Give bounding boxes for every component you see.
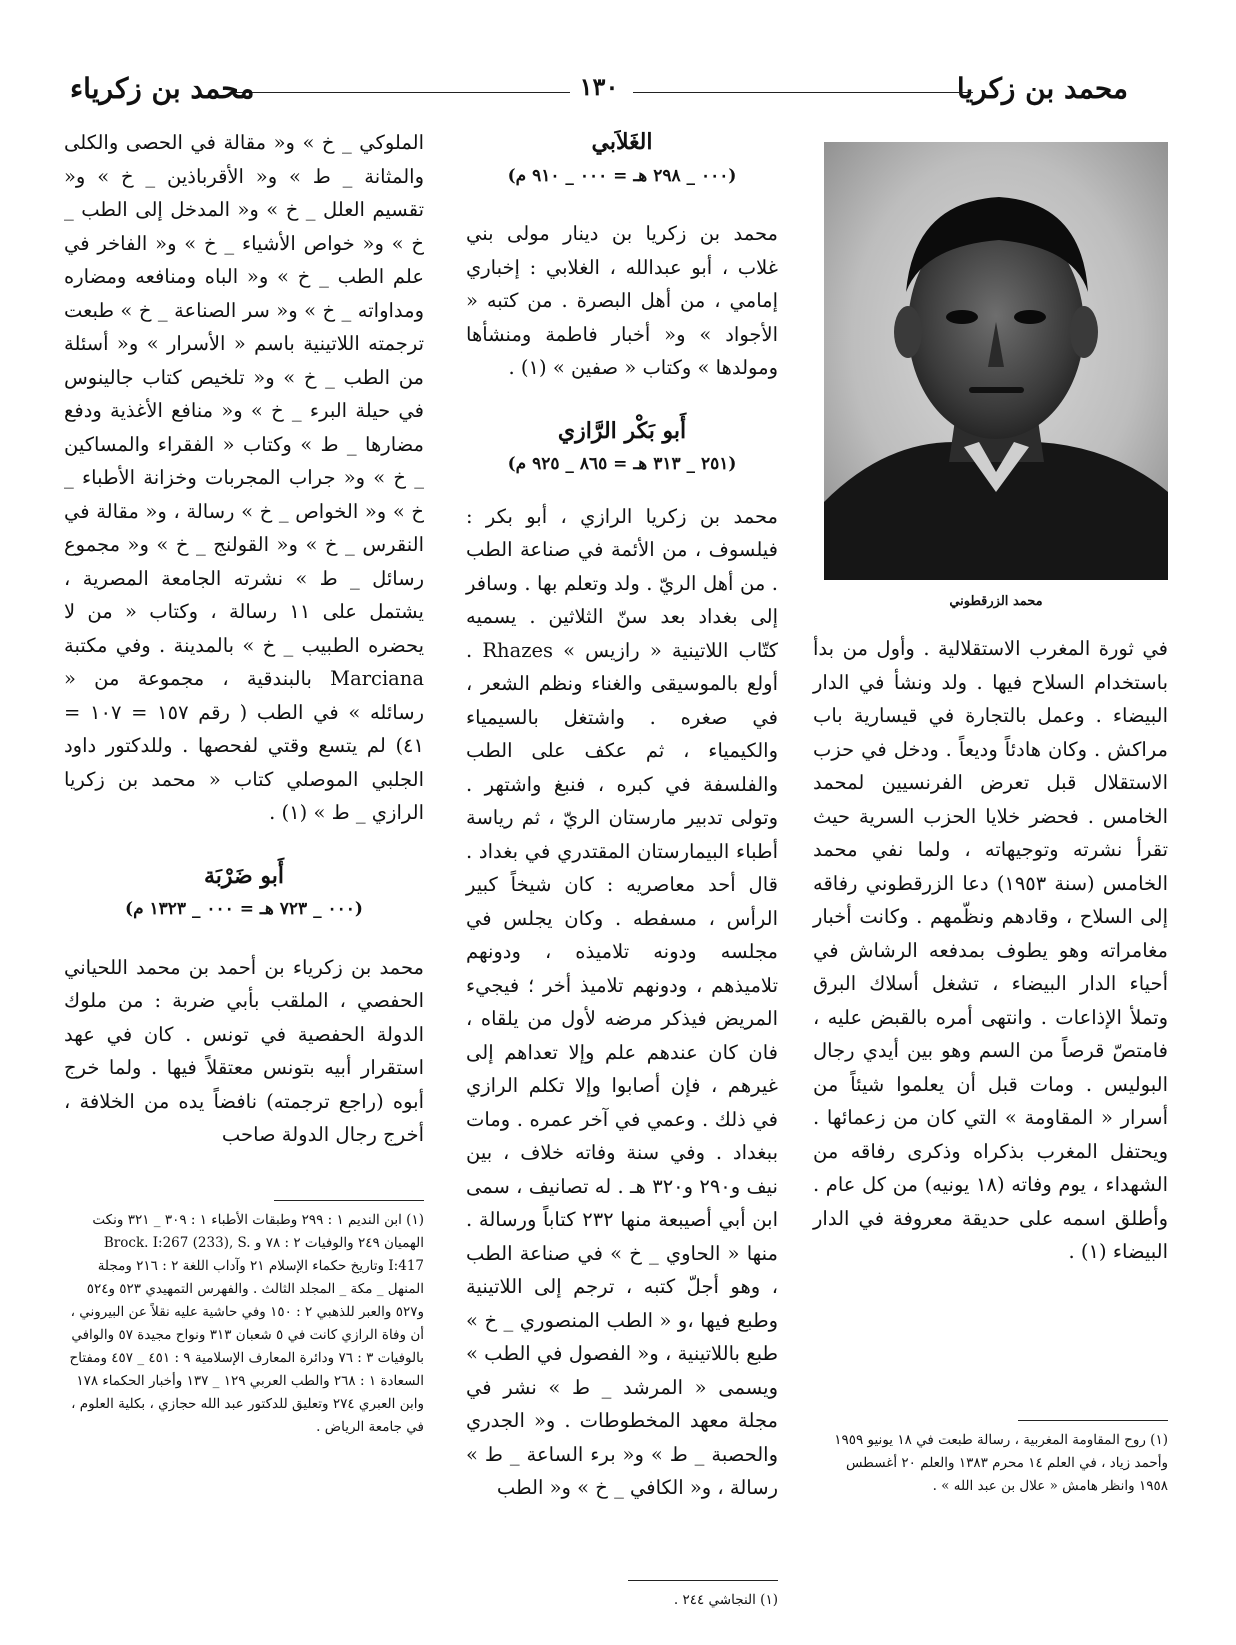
entry-title-abu-darba: أَبو ضَرْبَة — [204, 862, 284, 889]
left-footnote-text: (١) ابن النديم ١ : ٢٩٩ وطبقات الأطباء ١ : ٣٠٩ _ ٣٢١ ونكت الهميان ٢٤٩ والوفيات ٢ : ٧٨ و Brock. I:267 (233), S. I:417 وتاريخ حكماء الإسلام ٢١ وآداب اللغة ٢ : ٢١٦ ومجلة المنهل _ مكة _ المجلد الثالث . والفهرس التمهيدي ٥٢٣ و٥٢٤ و٥٢٧ والعبر للذهبي ٢ : ١٥٠ وفي حاشية عليه نقلاً عن البيروني ، أن وفاة الرازي كانت في ٥ شعبان ٣١٣ ونواح مجيدة ٥٧ والوافي بالوفيات ٣ : ٧٦ ودائرة المعارف الإسلامية ٩ : ٤٥١ _ ٤٥٧ ومفتاح السعادة ١ : ٢٦٨ والطب العربي ١٢٩ _ ١٣٧ وأخبار الحكماء ١٧٨ وابن العبري ٢٧٤ وتعليق للدكتور عبد الله حجازي ، بكلية العلوم ، في جامعة الرياض . — [69, 1212, 424, 1435]
left-column-text — [64, 126, 424, 1152]
middle-footnote — [466, 1580, 778, 1612]
header-right-title: محمد بن زكريا — [956, 72, 1128, 105]
footnote-rule — [628, 1580, 778, 1581]
razi-works-continuation: الملوكي _ خ » و« مقالة في الحصى والكلى والمثانة _ ط » و« الأقرباذين _ خ » و« تقسيم العلل _ خ » و« المدخل إلى الطب _ خ » و« خواص الأشياء _ خ » و« الفاخر في علم الطب _ خ » و« الباه ومنافعه ومضاره ومداواته _ خ » و« سر الصناعة _ خ » طبعت ترجمته اللاتينية باسم « الأسرار » و« أسئلة من الطب _ خ » و« تلخيص كتاب جالينوس في حيلة البرء _ خ » و« منافع الأغذية ودفع مضارها _ ط » وكتاب « الفقراء والمساكين _ خ » و« جراب المجربات وخزانة الأطباء _ خ » و« الخواص _ خ » رسالة ، و« مقالة في النقرس _ خ » و« القولنج _ خ » و« مجموع رسائل _ ط » نشرته الجامعة المصرية ، يشتمل على ١١ رسالة ، وكتاب « من لا يحضره الطبيب _ خ » بالمدينة . وفي مكتبة Marciana بالبندقية ، مجموعة من « رسائله » في الطب ( رقم ١٥٧ = ١٠٧ = ٤١) لم يتسع وقتي لفحصها . وللدكتور داود الجلبي الموصلي كتاب « محمد بن زكريا الرازي _ ط » (١) . — [64, 131, 424, 824]
header-rule-left — [230, 92, 570, 93]
portrait-photo — [824, 142, 1168, 580]
right-footnote-text: (١) روح المقاومة المغربية ، رسالة طبعت في ١٨ يونيو ١٩٥٩ وأحمد زياد ، في العلم ١٤ محرم ١٣٨٣ والعلم ٢٠ أغسطس ١٩٥٨ وانظر هامش « علال بن عبد الله » . — [834, 1432, 1168, 1494]
footnote-rule — [274, 1200, 424, 1201]
middle-footnote-text: (١) النجاشي ٢٤٤ . — [673, 1592, 778, 1608]
running-header — [70, 72, 1128, 112]
footnote-rule — [1018, 1420, 1168, 1421]
photo-caption: محمد الزرقطوني — [949, 594, 1043, 609]
entry-body-razi: محمد بن زكريا الرازي ، أبو بكر : فيلسوف ، من الأئمة في صناعة الطب . من أهل الريّ . ولد وتعلم بها . وسافر إلى بغداد بعد سنّ الثلاثين . يسميه كتّاب اللاتينية « رازيس » Rhazes . أولع بالموسيقى والغناء ونظم الشعر ، في صغره . واشتغل بالسيمياء والكيمياء ، ثم عكف على الطب والفلسفة في كبره ، فنبغ واشتهر . وتولى تدبير مارستان الريّ ، ثم رياسة أطباء البيمارستان المقتدري في بغداد . قال أحد معاصريه : كان شيخاً كبير الرأس ، مسفطه . وكان يجلس في مجلسه ودونه تلاميذه ، ودونهم تلاميذهم ، ودونهم تلاميذ أخر ؛ فيجيء المريض فيذكر مرضه لأول من يلقاه ، فان كان عندهم علم وإلا تعداهم إلى غيرهم ، فإن أصابوا وإلا تكلم الرازي في ذلك . وعمي في آخر عمره . ومات ببغداد . وفي سنة وفاته خلاف ، بين نيف و٢٩٠ و٣٢٠ هـ . له تصانيف ، سمى ابن أبي أصيبعة منها ٢٣٢ كتاباً ورسالة . منها « الحاوي _ خ » في صناعة الطب ، وهو أجلّ كتبه ، ترجم إلى اللاتينية وطبع فيها ،و « الطب المنصوري _ خ » طبع باللاتينية ، و« الفصول في الطب » ويسمى « المرشد _ ط » نشر في مجلة معهد المخطوطات . و« الجدري والحصبة _ ط » و« برء الساعة _ ط » رسالة ، و« الكافي _ خ » و« الطب — [466, 504, 778, 1499]
entry-body-abu-darba: محمد بن زكرياء بن أحمد بن محمد اللحياني الحفصي ، الملقب بأبي ضربة : من ملوك الدولة الحفصية في تونس . كان في عهد استقرار أبيه بتونس معتقلاً فيها . ولما خرج أبوه (راجع ترجمته) نافضاً يده من الخلافة ، أخرج رجال الدولة صاحب — [64, 955, 424, 1146]
right-column-text — [813, 632, 1168, 1269]
page-number: ١٣٠ — [579, 72, 619, 101]
entry-title-razi: أَبو بَكْر الرَّازي — [557, 417, 687, 444]
portrait-image-icon — [824, 142, 1168, 580]
entry-title-ghallabi: الغَلاَبي — [591, 129, 653, 155]
left-footnote — [64, 1200, 424, 1439]
zarqatouni-biography: في ثورة المغرب الاستقلالية . وأول من بدأ باستخدام السلاح فيها . ولد ونشأ في الدار البيضاء . وعمل بالتجارة في قيسارية باب مراكش . وكان هادئاً وديعاً . ودخل في حزب الاستقلال قبل تعرض الفرنسيين لمحمد الخامس . فحضر خلايا الحزب السرية حيث تقرأ نشرته وتوجيهاته ، ولما نفي محمد الخامس (سنة ١٩٥٣) دعا الزرقطوني رفاقه إلى السلاح ، وقادهم ونظّمهم . وكانت أخبار مغامراته وهو يطوف بمدفعه الرشاش في أحياء الدار البيضاء ، تشغل أسلاك البرق وتملأ الإذاعات . وانتهى أمره بالقبض عليه ، فامتصّ قرصاً من السم وهو بين أيدي رجال البوليس . ومات قبل أن يعلموا شيئاً من أسرار « المقاومة » التي كان من زعمائها . ويحتفل المغرب بذكراه وذكرى رفاقه من الشهداء ، يوم وفاته (١٨ يونيه) من كل عام . وأطلق اسمه على حديقة معروفة في الدار البيضاء (١) . — [813, 637, 1168, 1263]
entry-dates-razi: (٢٥١ _ ٣١٣ هـ = ٨٦٥ _ ٩٢٥ م) — [507, 454, 737, 474]
right-footnote — [813, 1420, 1168, 1498]
entry-dates-ghallabi: (٠٠٠ _ ٢٩٨ هـ = ٠٠٠ _ ٩١٠ م) — [507, 165, 737, 186]
entry-body-ghallabi: محمد بن زكريا بن دينار مولى بني غلاب ، أبو عبدالله ، الغلابي : إخباري إمامي ، من أهل البصرة . من كتبه « الأجواد » و« أخبار فاطمة ومنشأها ومولدها » وكتاب « صفين » (١) . — [466, 222, 778, 379]
header-left-title: محمد بن زكرياء — [70, 72, 255, 105]
middle-column-text — [466, 126, 778, 1505]
entry-dates-abu-darba: (٠٠٠ _ ٧٢٣ هـ = ٠٠٠ _ ١٣٢٣ م) — [125, 899, 363, 919]
